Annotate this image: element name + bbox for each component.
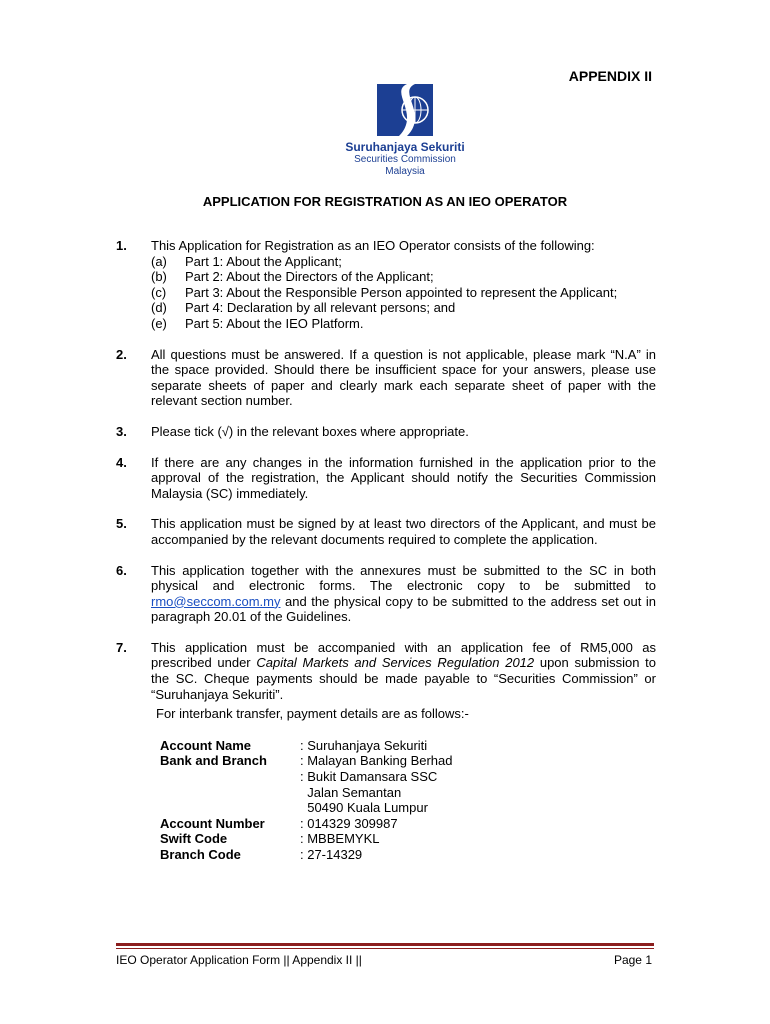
item-number: 4. [116,454,127,470]
footer-form-name: IEO Operator Application Form || Appendix II || [116,953,362,967]
bank-key: Branch Code [160,847,241,862]
item-number: 7. [116,639,127,655]
list-item-text: Part 5: About the IEO Platform. [185,315,364,331]
item-text: This Application for Registration as an IEO Operator consists of the following: [151,238,595,253]
logo-line-2: Securities Commission [354,154,456,165]
footer-divider-thin [116,948,654,949]
bank-key [160,769,300,785]
bank-row [160,753,656,769]
list-item [151,316,656,332]
item-number: 2. [116,346,127,362]
footer-divider-thick [116,943,654,946]
footer-page-number: Page 1 [613,953,652,967]
bank-row [160,831,656,847]
list-item-label: (a) [151,253,167,269]
bank-value: : 27-14329 [300,847,363,862]
bank-value: 50490 Kuala Lumpur [300,800,428,816]
instruction-item-6 [116,563,656,625]
email-link[interactable]: rmo@seccom.com.my [151,593,281,609]
list-item-text: Part 3: About the Responsible Person appointed to represent the Applicant; [185,284,618,300]
logo-line-1: Suruhanjaya Sekuriti [345,140,465,154]
bank-intro: For interbank transfer, payment details are as follows:- [156,706,469,722]
list-item [151,300,656,316]
bank-row [160,785,656,801]
item-text [151,640,656,702]
list-item [151,269,656,285]
list-item-label: (b) [151,269,167,285]
bank-value: : Malayan Banking Berhad [300,753,453,769]
instruction-item-4 [116,455,656,502]
appendix-label: APPENDIX II [568,68,652,84]
item-number: 5. [116,516,127,532]
item-text [151,563,656,625]
bank-key: Swift Code [160,831,228,847]
sc-logo [345,84,465,178]
list-item-label: (c) [151,284,167,300]
bank-row [160,769,656,785]
bank-value: Jalan Semantan [300,784,402,800]
bank-row [160,816,656,832]
item-text: This application must be signed by at least two directors of the Applicant, and must be accompanied by the relevant documents required to complete the application. [151,516,656,547]
item-number: 1. [116,238,127,253]
document-title: APPLICATION FOR REGISTRATION AS AN IEO OPERATOR [202,194,568,209]
parts-list [151,254,656,332]
instruction-item-3 [116,424,656,440]
bank-row [160,738,656,754]
bank-details [160,738,656,863]
sc-emblem-icon [377,84,433,136]
bank-value: : 014329 309987 [300,815,398,831]
bank-value: : MBBEMYKL [300,831,380,847]
logo-line-3: Malaysia [385,166,425,177]
instruction-item-2 [116,347,656,409]
list-item-text: Part 1: About the Applicant; [185,253,342,269]
instructions-list [116,238,656,878]
instruction-item-7 [116,640,656,863]
item-text-after: and the physical copy to be submitted to the address set out in paragraph 20.01 of the Guidelines. [151,593,656,625]
bank-row [160,800,656,816]
list-item-label: (e) [151,315,167,331]
list-item-text: Part 2: About the Directors of the Applicant; [185,269,434,285]
item-text-before: This application must be accompanied with an application fee of RM5,000 as prescribed under [151,639,656,671]
list-item [151,285,656,301]
bank-key [160,785,300,801]
bank-value: : Bukit Damansara SSC [300,769,438,785]
item-number: 6. [116,562,127,578]
item-text: All questions must be answered. If a question is not applicable, please mark “N.A” in the space provided. Should there be insufficient space for your answers, please use separate sheets of paper and clearly mark each separate sheet of paper with the relevant section number. [151,346,656,409]
list-item-text: Part 4: Declaration by all relevant persons; and [185,300,456,316]
bank-key [160,800,300,816]
bank-key: Account Name [160,737,252,753]
bank-key: Bank and Branch [160,753,267,769]
item-number: 3. [116,423,127,439]
item-text-after: upon submission to the SC. Cheque payments should be made payable to “Securities Commission” or “Suruhanjaya Sekuriti”. [151,655,657,702]
item-text: Please tick (√) in the relevant boxes where appropriate. [151,423,469,439]
instruction-item-1 [116,238,656,332]
item-text: If there are any changes in the information furnished in the application prior to the approval of the registration, the Applicant should notify the Securities Commission Malaysia (SC) immediately. [151,454,656,501]
item-text-before: This application together with the annexures must be submitted to the SC in both physical and electronic forms. The electronic copy to be submitted to [151,562,656,594]
bank-value: : Suruhanjaya Sekuriti [300,737,428,753]
instruction-item-5 [116,516,656,547]
bank-key: Account Number [160,815,265,831]
regulation-name: Capital Markets and Services Regulation 2012 [256,655,535,671]
list-item-label: (d) [151,300,167,316]
bank-row [160,847,656,863]
list-item [151,254,656,270]
